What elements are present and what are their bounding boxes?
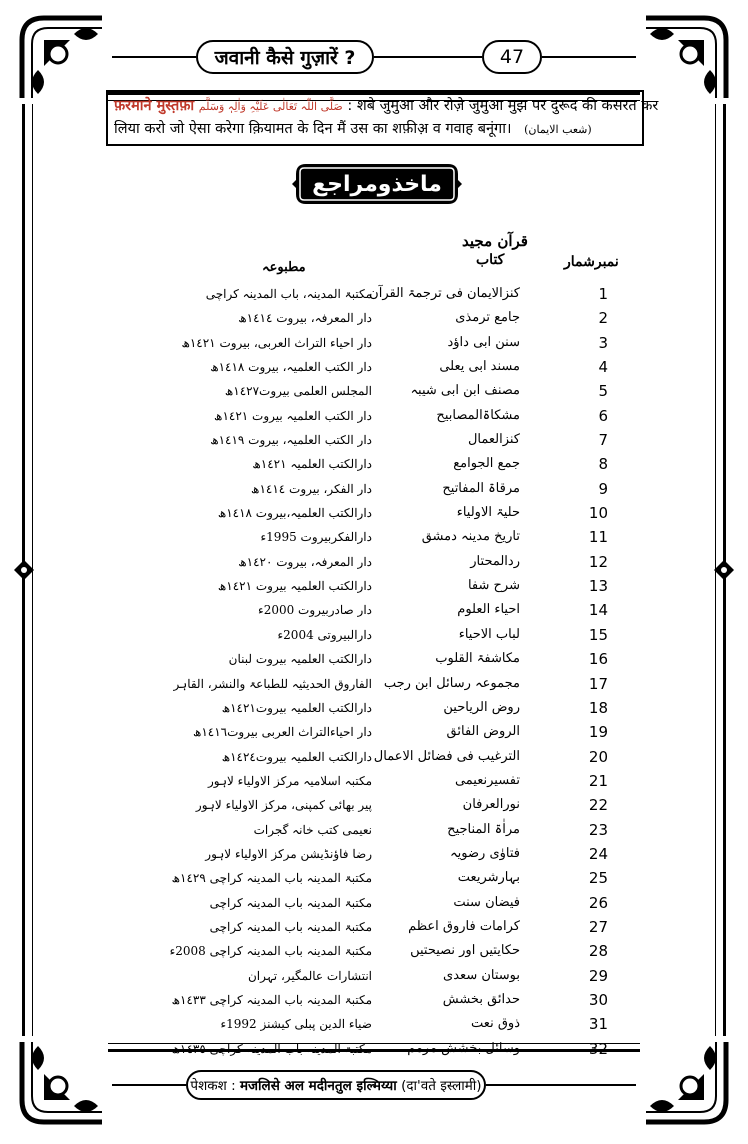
reference-book: سنن ابی داؤد — [447, 334, 520, 350]
reference-publisher: مکتبۃ المدینہ باب المدینہ کراچی ١٤٣٣ھ — [171, 992, 372, 1007]
corner-ornament-bottom-left-icon — [14, 1034, 110, 1130]
reference-list — [118, 282, 638, 1061]
reference-number: 2 — [598, 309, 608, 328]
reference-row — [118, 647, 638, 671]
reference-book: فیضان سنت — [453, 894, 520, 910]
reference-book: روض الریاحین — [443, 699, 520, 715]
reference-publisher: مکتبہ اسلامیہ مرکز الاولیاء لاہور — [207, 773, 372, 788]
reference-book: تفسیرنعیمی — [454, 772, 520, 788]
reference-number: 3 — [598, 333, 608, 352]
header-rule-left — [112, 56, 196, 58]
reference-row — [118, 1012, 638, 1036]
side-ornament-left-icon — [14, 560, 34, 580]
notice-line-2 — [114, 118, 636, 141]
reference-number: 11 — [588, 528, 608, 547]
notice-line-1 — [114, 95, 659, 118]
reference-publisher: المجلس العلمی بیروت١٤٢٧ھ — [224, 384, 372, 399]
reference-row — [118, 842, 638, 866]
reference-book: مشکاۃالمصابیح — [436, 407, 520, 423]
reference-publisher: دار الکتب العلمیہ، بیروت ١٤١٩ھ — [210, 433, 372, 448]
reference-row — [118, 818, 638, 842]
notice-label: फ़रमाने मुस्त़फ़ा — [114, 98, 195, 114]
reference-row — [118, 501, 638, 525]
reference-row — [118, 355, 638, 379]
column-header-number: نمبرشمار — [564, 254, 619, 270]
reference-publisher: انتشارات عالمگیر، تہران — [247, 968, 372, 983]
reference-number: 20 — [588, 747, 608, 766]
reference-book: مصنف ابن ابی شیبہ — [410, 383, 520, 399]
reference-book: حکایتیں اور نصیحتیں — [410, 943, 520, 959]
reference-number: 29 — [588, 966, 608, 985]
reference-publisher: دار المعرفہ، بیروت ١٤١٤ھ — [238, 311, 372, 326]
reference-row — [118, 282, 638, 306]
corner-ornament-top-right-icon — [638, 10, 734, 106]
reference-publisher: دارالکتب العلمیہ بیروت ١٤٢١ھ — [217, 579, 372, 594]
reference-number: 5 — [598, 382, 608, 401]
reference-publisher: دارالکتب العلمیہ ١٤٢١ھ — [252, 457, 372, 472]
reference-publisher: دارالکتب العلمیہ بیروت١٤٢١ھ — [221, 700, 372, 715]
reference-book: کرامات فاروق اعظم — [408, 918, 520, 934]
reference-number: 12 — [588, 552, 608, 571]
reference-book: مرقاۃ المفاتیح — [442, 480, 520, 496]
notice-text-2: लिया करो जो ऐसा करेगा क़ियामत के दिन मैं उस का शफ़ीअ़ व गवाह बनूंगा। — [114, 121, 512, 137]
footer-label: पेशकश : — [190, 1078, 236, 1094]
publisher-footer — [186, 1070, 486, 1100]
reference-book: مکاشفۃ القلوب — [435, 651, 520, 667]
reference-publisher: ضیاء الدین پبلی کیشنز 1992ء — [220, 1017, 372, 1032]
reference-row — [118, 452, 638, 476]
reference-book: احیاء العلوم — [457, 602, 520, 618]
reference-number: 6 — [598, 406, 608, 425]
reference-number: 28 — [588, 942, 608, 961]
reference-publisher: دارالکتب العلمیہ بیروت لبنان — [228, 652, 372, 667]
reference-row — [118, 915, 638, 939]
reference-publisher: الفاروق الحدیثیہ للطباعۃ والنشر، القاہر — [173, 676, 372, 691]
header-rule-right — [542, 56, 636, 58]
reference-number: 4 — [598, 358, 608, 377]
book-title: जवानी कैसे गुज़ारें ? — [196, 40, 374, 74]
reference-row — [118, 696, 638, 720]
reference-publisher: دار صادربیروت 2000ء — [258, 603, 372, 618]
reference-book: بہارشریعت — [457, 870, 520, 886]
reference-book: تاریخ مدینہ دمشق — [421, 529, 520, 545]
reference-row — [118, 1037, 638, 1061]
reference-row — [118, 720, 638, 744]
reference-book: لباب الاحیاء — [458, 626, 520, 642]
reference-number: 30 — [588, 990, 608, 1009]
reference-book: جامع ترمذی — [455, 310, 520, 326]
reference-publisher: دارالبیروتی 2004ء — [277, 627, 372, 642]
corner-ornament-top-left-icon — [14, 10, 110, 106]
page-number: 47 — [482, 40, 542, 74]
reference-number: 25 — [588, 869, 608, 888]
reference-row — [118, 525, 638, 549]
reference-book: کنزالایمان فی ترجمۃ القرآن — [369, 286, 520, 301]
quran-heading: قرآن مجید — [462, 232, 528, 250]
reference-book: فتاوٰی رضویہ — [450, 845, 520, 861]
reference-row — [118, 769, 638, 793]
reference-book: حدائق بخشش — [442, 991, 520, 1007]
reference-row — [118, 306, 638, 330]
reference-row — [118, 428, 638, 452]
reference-row — [118, 550, 638, 574]
reference-number: 17 — [588, 674, 608, 693]
section-title-badge — [292, 160, 462, 208]
reference-number: 14 — [588, 601, 608, 620]
reference-row — [118, 939, 638, 963]
reference-publisher: مکتبۃ المدینہ باب المدینہ کراچی 2008ء — [169, 944, 372, 959]
reference-book: الروض الفائق — [446, 724, 520, 740]
reference-publisher: دارالکتب العلمیہ بیروت١٤٢٤ھ — [221, 749, 372, 764]
reference-row — [118, 477, 638, 501]
reference-number: 22 — [588, 796, 608, 815]
reference-book: کنزالعمال — [467, 432, 520, 448]
reference-book: حلیۃ الاولیاء — [456, 505, 520, 521]
reference-publisher: دار الکتب العلمیہ، بیروت ١٤١٨ھ — [210, 360, 372, 375]
reference-book: ردالمحتار — [470, 553, 520, 569]
reference-publisher: دارالفکربیروت 1995ء — [260, 530, 372, 545]
reference-row — [118, 745, 638, 769]
reference-row — [118, 598, 638, 622]
reference-book: جمع الجوامع — [453, 456, 520, 472]
reference-number: 24 — [588, 844, 608, 863]
reference-publisher: مکتبۃ المدینہ باب المدینہ کراچی — [209, 895, 372, 910]
reference-row — [118, 672, 638, 696]
reference-number: 15 — [588, 625, 608, 644]
reference-number: 31 — [588, 1015, 608, 1034]
reference-publisher: مکتبۃ المدینہ، باب المدینہ کراچی — [205, 287, 372, 301]
reference-number: 13 — [588, 577, 608, 596]
reference-row — [118, 623, 638, 647]
reference-number: 10 — [588, 504, 608, 523]
reference-number: 8 — [598, 455, 608, 474]
reference-publisher: دارالکتب العلمیہ،بیروت ١٤١٨ھ — [217, 506, 372, 521]
footer-sub: (दा'वते इस्लामी) — [401, 1078, 482, 1094]
reference-publisher: مکتبۃ المدینہ باب المدینہ کراچی — [209, 919, 372, 934]
reference-number: 26 — [588, 893, 608, 912]
hadith-notice-box — [106, 90, 659, 146]
reference-row — [118, 891, 638, 915]
reference-book: نورالعرفان — [462, 797, 520, 813]
reference-publisher: مکتبۃ المدینہ باب المدینہ کراچی ١٤٢٩ھ — [171, 871, 372, 886]
reference-number: 19 — [588, 723, 608, 742]
reference-publisher: پیر بھائی کمپنی، مرکز الاولیاء لاہور — [195, 798, 372, 813]
footer-org: मजलिसे अल मदीनतुल इल्मिय्या — [239, 1078, 397, 1094]
reference-book: الترغیب فی فضائل الاعمال — [373, 748, 520, 764]
reference-book: وسائل بخشش مرمم — [407, 1040, 520, 1056]
side-ornament-right-icon — [714, 560, 734, 580]
reference-number: 27 — [588, 917, 608, 936]
notice-source: (شعب الایمان) — [524, 123, 592, 136]
reference-publisher: دار احیاءالتراث العربی بیروت١٤١٦ھ — [192, 725, 372, 740]
reference-number: 18 — [588, 698, 608, 717]
salutation-text: صَلَّی اللّٰہ تَعَالٰی عَلَیْہِ وَاٰلِہٖ وَسَلَّم — [198, 100, 343, 113]
header-rule-middle — [374, 56, 482, 58]
corner-ornament-bottom-right-icon — [638, 1034, 734, 1130]
reference-row — [118, 866, 638, 890]
reference-row — [118, 331, 638, 355]
reference-row — [118, 574, 638, 598]
reference-row — [118, 988, 638, 1012]
reference-book: مراٰۃ المناجیح — [447, 821, 520, 837]
reference-book: مسند ابی یعلی — [439, 359, 520, 375]
column-header-book: کتاب — [476, 252, 505, 268]
reference-row — [118, 964, 638, 988]
reference-number: 21 — [588, 771, 608, 790]
reference-row — [118, 404, 638, 428]
reference-publisher: مکتبۃ المدینہ باب المدینہ کراچی ١٤٣٥ھ — [171, 1041, 372, 1056]
reference-book: شرح شفا — [467, 578, 520, 594]
reference-publisher: رضا فاؤنڈیشن مرکز الاولیاء لاہور — [205, 846, 372, 861]
reference-publisher: دار احیاء التراث العربی، بیروت ١٤٢١ھ — [181, 335, 372, 350]
reference-row — [118, 379, 638, 403]
reference-book: بوستان سعدی — [443, 967, 520, 983]
footer-rule-right — [486, 1084, 636, 1086]
reference-book: ذوق نعت — [471, 1016, 520, 1032]
footer-rule-left — [112, 1084, 186, 1086]
reference-number: 32 — [588, 1039, 608, 1058]
reference-row — [118, 793, 638, 817]
reference-publisher: دار المعرفہ، بیروت ١٤٢٠ھ — [238, 554, 372, 569]
column-header-publisher: مطبوعہ — [262, 260, 306, 275]
reference-number: 9 — [598, 479, 608, 498]
notice-text-1: : शबे जुमुआ और रोज़े जुमुआ मुझ पर दुरूद की कसरत कर — [347, 98, 659, 114]
section-title: ماخذومراجع — [312, 171, 442, 197]
reference-publisher: دار الکتب العلمیہ بیروت ١٤٢١ھ — [214, 408, 372, 423]
reference-number: 23 — [588, 820, 608, 839]
reference-number: 7 — [598, 431, 608, 450]
reference-publisher: نعیمی کتب خانہ گجرات — [253, 822, 372, 837]
reference-book: مجموعہ رسائل ابن رجب — [383, 675, 520, 691]
reference-number: 1 — [598, 285, 608, 303]
reference-number: 16 — [588, 650, 608, 669]
reference-publisher: دار الفکر، بیروت ١٤١٤ھ — [251, 481, 372, 496]
